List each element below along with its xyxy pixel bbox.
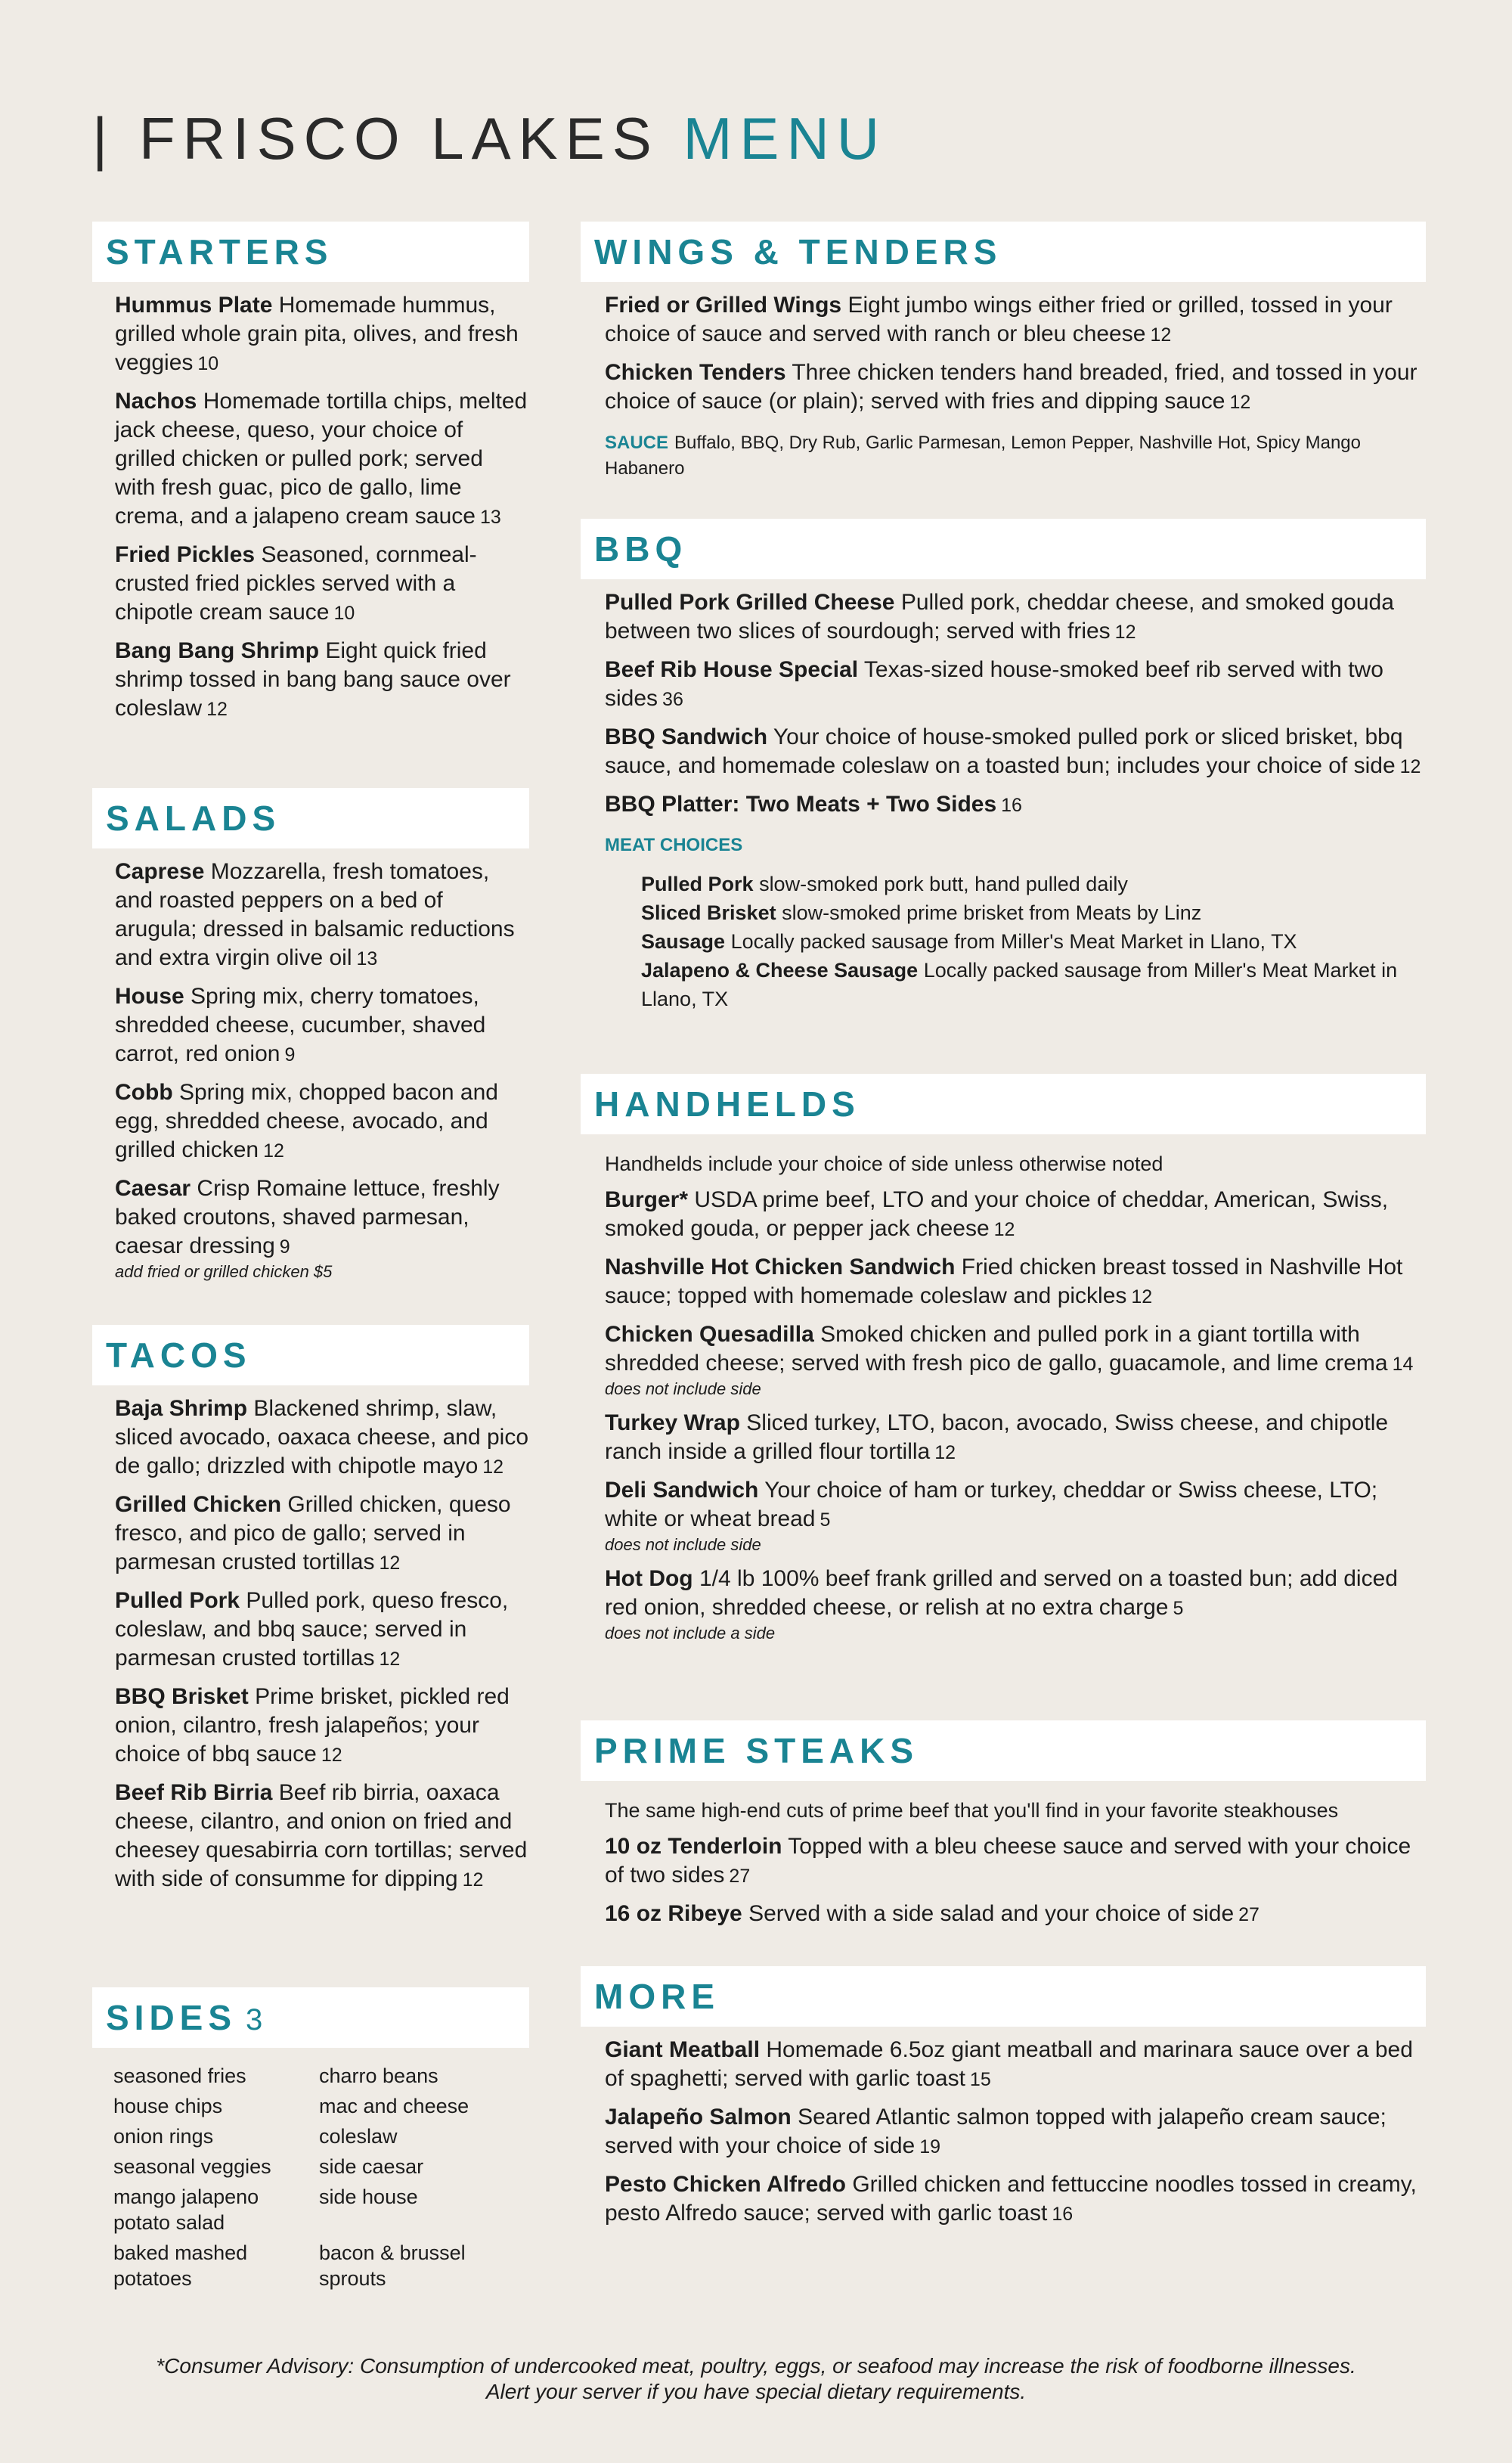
item-description: Eight quick fried shrimp tossed in bang bang sauce over coleslaw: [115, 638, 511, 721]
item-description: Served with a side salad and your choice of side: [748, 1901, 1235, 1926]
meat-name: Jalapeno & Cheese Sausage: [641, 959, 919, 982]
sauce-options: [605, 430, 1426, 482]
side-item: mac and cheese: [319, 2095, 469, 2117]
item-description: Three chicken tenders hand breaded, fried, and tossed in your choice of sauce (or plain); served with fries and dipping sauce: [605, 360, 1418, 414]
item-description: Spring mix, chopped bacon and egg, shredded cheese, avocado, and grilled chicken: [115, 1080, 498, 1162]
item-name: Caesar: [115, 1176, 191, 1201]
menu-item: [605, 358, 1426, 417]
item-price: 12: [993, 1219, 1015, 1240]
side-item: seasoned fries: [113, 2064, 246, 2087]
item-price: 16: [1052, 2204, 1074, 2225]
item-note: does not include side: [605, 1535, 761, 1554]
item-name: House: [115, 984, 184, 1009]
item-price: 10: [197, 353, 219, 374]
sauce-label: SAUCE: [605, 433, 669, 453]
menu-item: [115, 982, 529, 1069]
menu-item: [605, 1253, 1426, 1311]
item-price: 12: [379, 1553, 401, 1574]
item-price: 12: [1114, 622, 1136, 643]
item-name: Turkey Wrap: [605, 1410, 740, 1435]
handhelds-list: [581, 1186, 1426, 1644]
menu-item: [115, 291, 529, 378]
steaks-heading: PRIME STEAKS: [594, 1731, 919, 1770]
menu-item: [605, 723, 1426, 781]
item-name: Beef Rib Birria: [115, 1780, 273, 1805]
meat-choice: [605, 870, 1426, 898]
item-description: Beef rib birria, oaxaca cheese, cilantro, and onion on fried and cheesey quesabirria corn tortillas; served with side of consumme for dipping: [115, 1780, 528, 1891]
menu-item: [605, 1832, 1426, 1891]
starters-heading: STARTERS: [106, 232, 333, 271]
steaks-list: [581, 1832, 1426, 1929]
item-price: 12: [1150, 324, 1172, 346]
menu-item: [115, 387, 529, 532]
menu-item: [115, 1078, 529, 1165]
more-list: [581, 2036, 1426, 2229]
item-name: Pulled Pork: [115, 1588, 240, 1613]
item-description: Seasoned, cornmeal-crusted fried pickles served with a chipotle cream sauce: [115, 542, 477, 625]
item-name: Fried or Grilled Wings: [605, 293, 842, 318]
salads-section: [92, 788, 529, 1283]
menu-item: [605, 1565, 1426, 1644]
item-description: Spring mix, cherry tomatoes, shredded cheese, cucumber, shaved carrot, red onion: [115, 984, 486, 1066]
starters-list: [92, 291, 529, 724]
item-description: Mozzarella, fresh tomatoes, and roasted peppers on a bed of arugula; dressed in balsamic reductions and extra virgin olive oil: [115, 859, 515, 970]
item-name: Caprese: [115, 859, 205, 884]
side-item: charro beans: [319, 2064, 438, 2087]
tacos-section: [92, 1325, 529, 1894]
item-name: Bang Bang Shrimp: [115, 638, 320, 663]
item-description: Pulled pork, cheddar cheese, and smoked gouda between two slices of sourdough; served with fries: [605, 590, 1394, 644]
menu-item: [115, 637, 529, 724]
item-description: Your choice of house-smoked pulled pork or sliced brisket, bbq sauce, and homemade coleslaw on a toasted bun; includes your choice of side: [605, 724, 1403, 778]
meat-choice: [605, 898, 1426, 927]
item-description: Homemade hummus, grilled whole grain pita, olives, and fresh veggies: [115, 293, 519, 375]
item-description: Sliced turkey, LTO, bacon, avocado, Swiss cheese, and chipotle ranch inside a grilled flour tortilla: [605, 1410, 1389, 1464]
salads-header: [92, 788, 529, 848]
menu-item: [115, 1683, 529, 1770]
salads-list: [92, 858, 529, 1283]
item-description: Blackened shrimp, slaw, sliced avocado, oaxaca cheese, and pico de gallo; drizzled with chipotle mayo: [115, 1396, 529, 1478]
meat-choices-list: [605, 870, 1426, 1013]
side-item: side caesar: [319, 2155, 424, 2178]
item-name: Burger*: [605, 1187, 689, 1212]
item-price: 14: [1392, 1354, 1414, 1375]
item-price: 12: [462, 1869, 484, 1891]
tacos-heading: TACOS: [106, 1335, 252, 1375]
item-price: 12: [206, 699, 228, 720]
meat-name: Sliced Brisket: [641, 901, 776, 924]
steaks-section: [581, 1720, 1426, 1929]
title-bar: |: [92, 105, 116, 172]
side-item: house chips: [113, 2095, 223, 2117]
meat-description: slow-smoked prime brisket from Meats by Linz: [782, 901, 1202, 924]
item-description: Crisp Romaine lettuce, freshly baked croutons, shaved parmesan, caesar dressing: [115, 1176, 500, 1258]
item-name: Pulled Pork Grilled Cheese: [605, 590, 895, 615]
item-name: Hot Dog: [605, 1566, 693, 1591]
meat-choice: [605, 927, 1426, 956]
item-price: 12: [482, 1456, 504, 1478]
more-section: [581, 1966, 1426, 2229]
title-main: FRISCO LAKES: [138, 105, 659, 172]
item-name: Grilled Chicken: [115, 1492, 282, 1517]
side-item: seasonal veggies: [113, 2155, 271, 2178]
item-price: 13: [479, 507, 501, 528]
meat-name: Pulled Pork: [641, 873, 754, 895]
salads-heading: SALADS: [106, 799, 281, 838]
more-header: [581, 1966, 1426, 2027]
wings-header: [581, 222, 1426, 282]
item-price: 12: [321, 1745, 342, 1766]
handhelds-heading: HANDHELDS: [594, 1084, 860, 1124]
item-description: Grilled chicken and fettuccine noodles tossed in creamy, pesto Alfredo sauce; served with garlic toast: [605, 2172, 1417, 2226]
advisory-line-1: *Consumer Advisory: Consumption of undercooked meat, poultry, eggs, or seafood may increase the risk of foodborne illnesses.: [156, 2354, 1356, 2378]
item-note: does not include a side: [605, 1624, 776, 1643]
item-price: 5: [1173, 1598, 1184, 1619]
item-note: does not include side: [605, 1379, 761, 1398]
sides-header: [92, 1987, 529, 2048]
menu-item: [605, 2170, 1426, 2229]
item-price: 15: [969, 2069, 991, 2090]
sides-list: [92, 2063, 529, 2291]
item-price: 13: [356, 948, 378, 969]
item-name: Cobb: [115, 1080, 173, 1105]
item-description: Topped with a bleu cheese sauce and served with your choice of two sides: [605, 1834, 1411, 1888]
meat-description: Locally packed sausage from Miller's Meat Market in Llano, TX: [730, 930, 1297, 953]
wings-heading: WINGS & TENDERS: [594, 232, 1002, 271]
steaks-header: [581, 1720, 1426, 1781]
item-description: Pulled pork, queso fresco, coleslaw, and bbq sauce; served in parmesan crusted tortillas: [115, 1588, 509, 1670]
handhelds-intro: Handhelds include your choice of side unless otherwise noted: [605, 1152, 1163, 1175]
item-price: 16: [1001, 795, 1022, 816]
sides-price: 3: [246, 2003, 265, 2036]
meat-choice: [605, 956, 1426, 1013]
side-item: coleslaw: [319, 2125, 398, 2148]
sides-heading: [106, 1997, 264, 2038]
meat-description: Locally packed sausage from Miller's Meat Market in Llano, TX: [641, 959, 1398, 1010]
menu-item: [605, 291, 1426, 349]
item-price: 5: [820, 1509, 831, 1531]
menu-item: [605, 1900, 1426, 1929]
item-name: BBQ Platter: Two Meats + Two Sides: [605, 792, 997, 817]
item-name: Beef Rib House Special: [605, 657, 859, 682]
tacos-list: [92, 1394, 529, 1894]
item-price: 12: [1229, 392, 1251, 413]
item-name: Chicken Quesadilla: [605, 1322, 814, 1347]
wings-list: [581, 291, 1426, 417]
menu-item: [115, 1174, 529, 1283]
menu-item: [115, 1394, 529, 1481]
side-item: side house: [319, 2185, 418, 2208]
item-name: Jalapeño Salmon: [605, 2105, 792, 2130]
item-price: 36: [662, 689, 683, 710]
item-description: Eight jumbo wings either fried or grilled, tossed in your choice of sauce and served with ranch or bleu cheese: [605, 293, 1393, 346]
starters-section: [92, 222, 529, 724]
title-accent: MENU: [683, 105, 888, 172]
item-name: 10 oz Tenderloin: [605, 1834, 782, 1859]
item-name: BBQ Brisket: [115, 1684, 249, 1709]
item-description: Homemade 6.5oz giant meatball and marinara sauce over a bed of spaghetti; served with garlic toast: [605, 2037, 1413, 2091]
item-price: 12: [263, 1140, 284, 1162]
sides-section: [92, 1987, 529, 2291]
item-price: 12: [934, 1442, 956, 1463]
menu-item: [115, 858, 529, 973]
item-name: Baja Shrimp: [115, 1396, 248, 1421]
menu-item: [115, 541, 529, 628]
item-description: Your choice of ham or turkey, cheddar or Swiss cheese, LTO; white or wheat bread: [605, 1478, 1378, 1531]
meat-description: slow-smoked pork butt, hand pulled daily: [759, 873, 1128, 895]
menu-item: [605, 2103, 1426, 2161]
advisory-line-2: Alert your server if you have special dietary requirements.: [485, 2380, 1027, 2403]
item-price: 9: [284, 1044, 296, 1066]
bbq-header: [581, 519, 1426, 579]
item-description: Seared Atlantic salmon topped with jalapeño cream sauce; served with your choice of side: [605, 2105, 1387, 2158]
item-price: 27: [1238, 1904, 1259, 1925]
menu-item: [115, 1491, 529, 1577]
side-item: baked mashed potatoes: [113, 2241, 248, 2290]
tacos-header: [92, 1325, 529, 1385]
handhelds-section: [581, 1074, 1426, 1644]
item-price: 12: [379, 1649, 401, 1670]
sauce-list: Buffalo, BBQ, Dry Rub, Garlic Parmesan, Lemon Pepper, Nashville Hot, Spicy Mango Habanero: [605, 433, 1361, 479]
menu-item: [115, 1587, 529, 1674]
menu-item: [605, 790, 1426, 820]
sides-heading-text: SIDES: [106, 1998, 237, 2037]
menu-item: [605, 1320, 1426, 1400]
meat-choices-label: MEAT CHOICES: [605, 835, 743, 855]
item-description: Smoked chicken and pulled pork in a giant tortilla with shredded cheese; served with fresh pico de gallo, guacamole, and lime crema: [605, 1322, 1388, 1376]
item-description: 1/4 lb 100% beef frank grilled and served on a toasted bun; add diced red onion, shredded cheese, or relish at no extra charge: [605, 1566, 1398, 1620]
item-name: Nachos: [115, 389, 197, 414]
item-price: 12: [1131, 1286, 1153, 1307]
item-name: Hummus Plate: [115, 293, 273, 318]
item-description: Prime brisket, pickled red onion, cilantro, fresh jalapeños; your choice of bbq sauce: [115, 1684, 510, 1767]
item-description: Homemade tortilla chips, melted jack cheese, queso, your choice of grilled chicken or pulled pork; served with fresh guac, pico de gallo, lime crema, and a jalapeno cream sauce: [115, 389, 528, 529]
item-name: Chicken Tenders: [605, 360, 786, 385]
menu-item: [605, 1186, 1426, 1244]
item-name: Fried Pickles: [115, 542, 256, 567]
bbq-list: [581, 588, 1426, 820]
more-heading: MORE: [594, 1977, 720, 2016]
side-item: mango jalapeno potato salad: [113, 2185, 259, 2234]
item-note: add fried or grilled chicken $5: [115, 1262, 333, 1281]
item-price: 10: [333, 603, 355, 624]
item-description: Texas-sized house-smoked beef rib served with two sides: [605, 657, 1383, 711]
item-price: 12: [1399, 756, 1421, 777]
menu-item: [605, 656, 1426, 714]
bbq-heading: BBQ: [594, 529, 688, 569]
side-item: bacon & brussel sprouts: [319, 2241, 466, 2290]
item-description: Fried chicken breast tossed in Nashville Hot sauce; topped with homemade coleslaw and pickles: [605, 1255, 1403, 1308]
item-name: Nashville Hot Chicken Sandwich: [605, 1255, 956, 1280]
item-name: BBQ Sandwich: [605, 724, 768, 749]
side-item: onion rings: [113, 2125, 214, 2148]
item-price: 19: [919, 2136, 941, 2157]
item-name: Giant Meatball: [605, 2037, 761, 2062]
menu-item: [605, 588, 1426, 647]
item-name: Pesto Chicken Alfredo: [605, 2172, 846, 2197]
bbq-section: [581, 519, 1426, 1013]
menu-item: [605, 1409, 1426, 1467]
item-name: 16 oz Ribeye: [605, 1901, 742, 1926]
menu-item: [605, 2036, 1426, 2094]
wings-section: [581, 222, 1426, 482]
steaks-intro: The same high-end cuts of prime beef that you'll find in your favorite steakhouses: [605, 1799, 1339, 1822]
consumer-advisory: [0, 2353, 1512, 2405]
item-name: Deli Sandwich: [605, 1478, 759, 1503]
item-description: Grilled chicken, queso fresco, and pico de gallo; served in parmesan crusted tortillas: [115, 1492, 511, 1574]
meat-name: Sausage: [641, 930, 726, 953]
item-price: 27: [729, 1866, 751, 1887]
page-title: [92, 104, 887, 173]
starters-header: [92, 222, 529, 282]
menu-item: [115, 1779, 529, 1894]
handhelds-header: [581, 1074, 1426, 1134]
item-price: 9: [279, 1236, 290, 1258]
item-description: USDA prime beef, LTO and your choice of cheddar, American, Swiss, smoked gouda, or pepper jack cheese: [605, 1187, 1389, 1241]
menu-item: [605, 1476, 1426, 1556]
